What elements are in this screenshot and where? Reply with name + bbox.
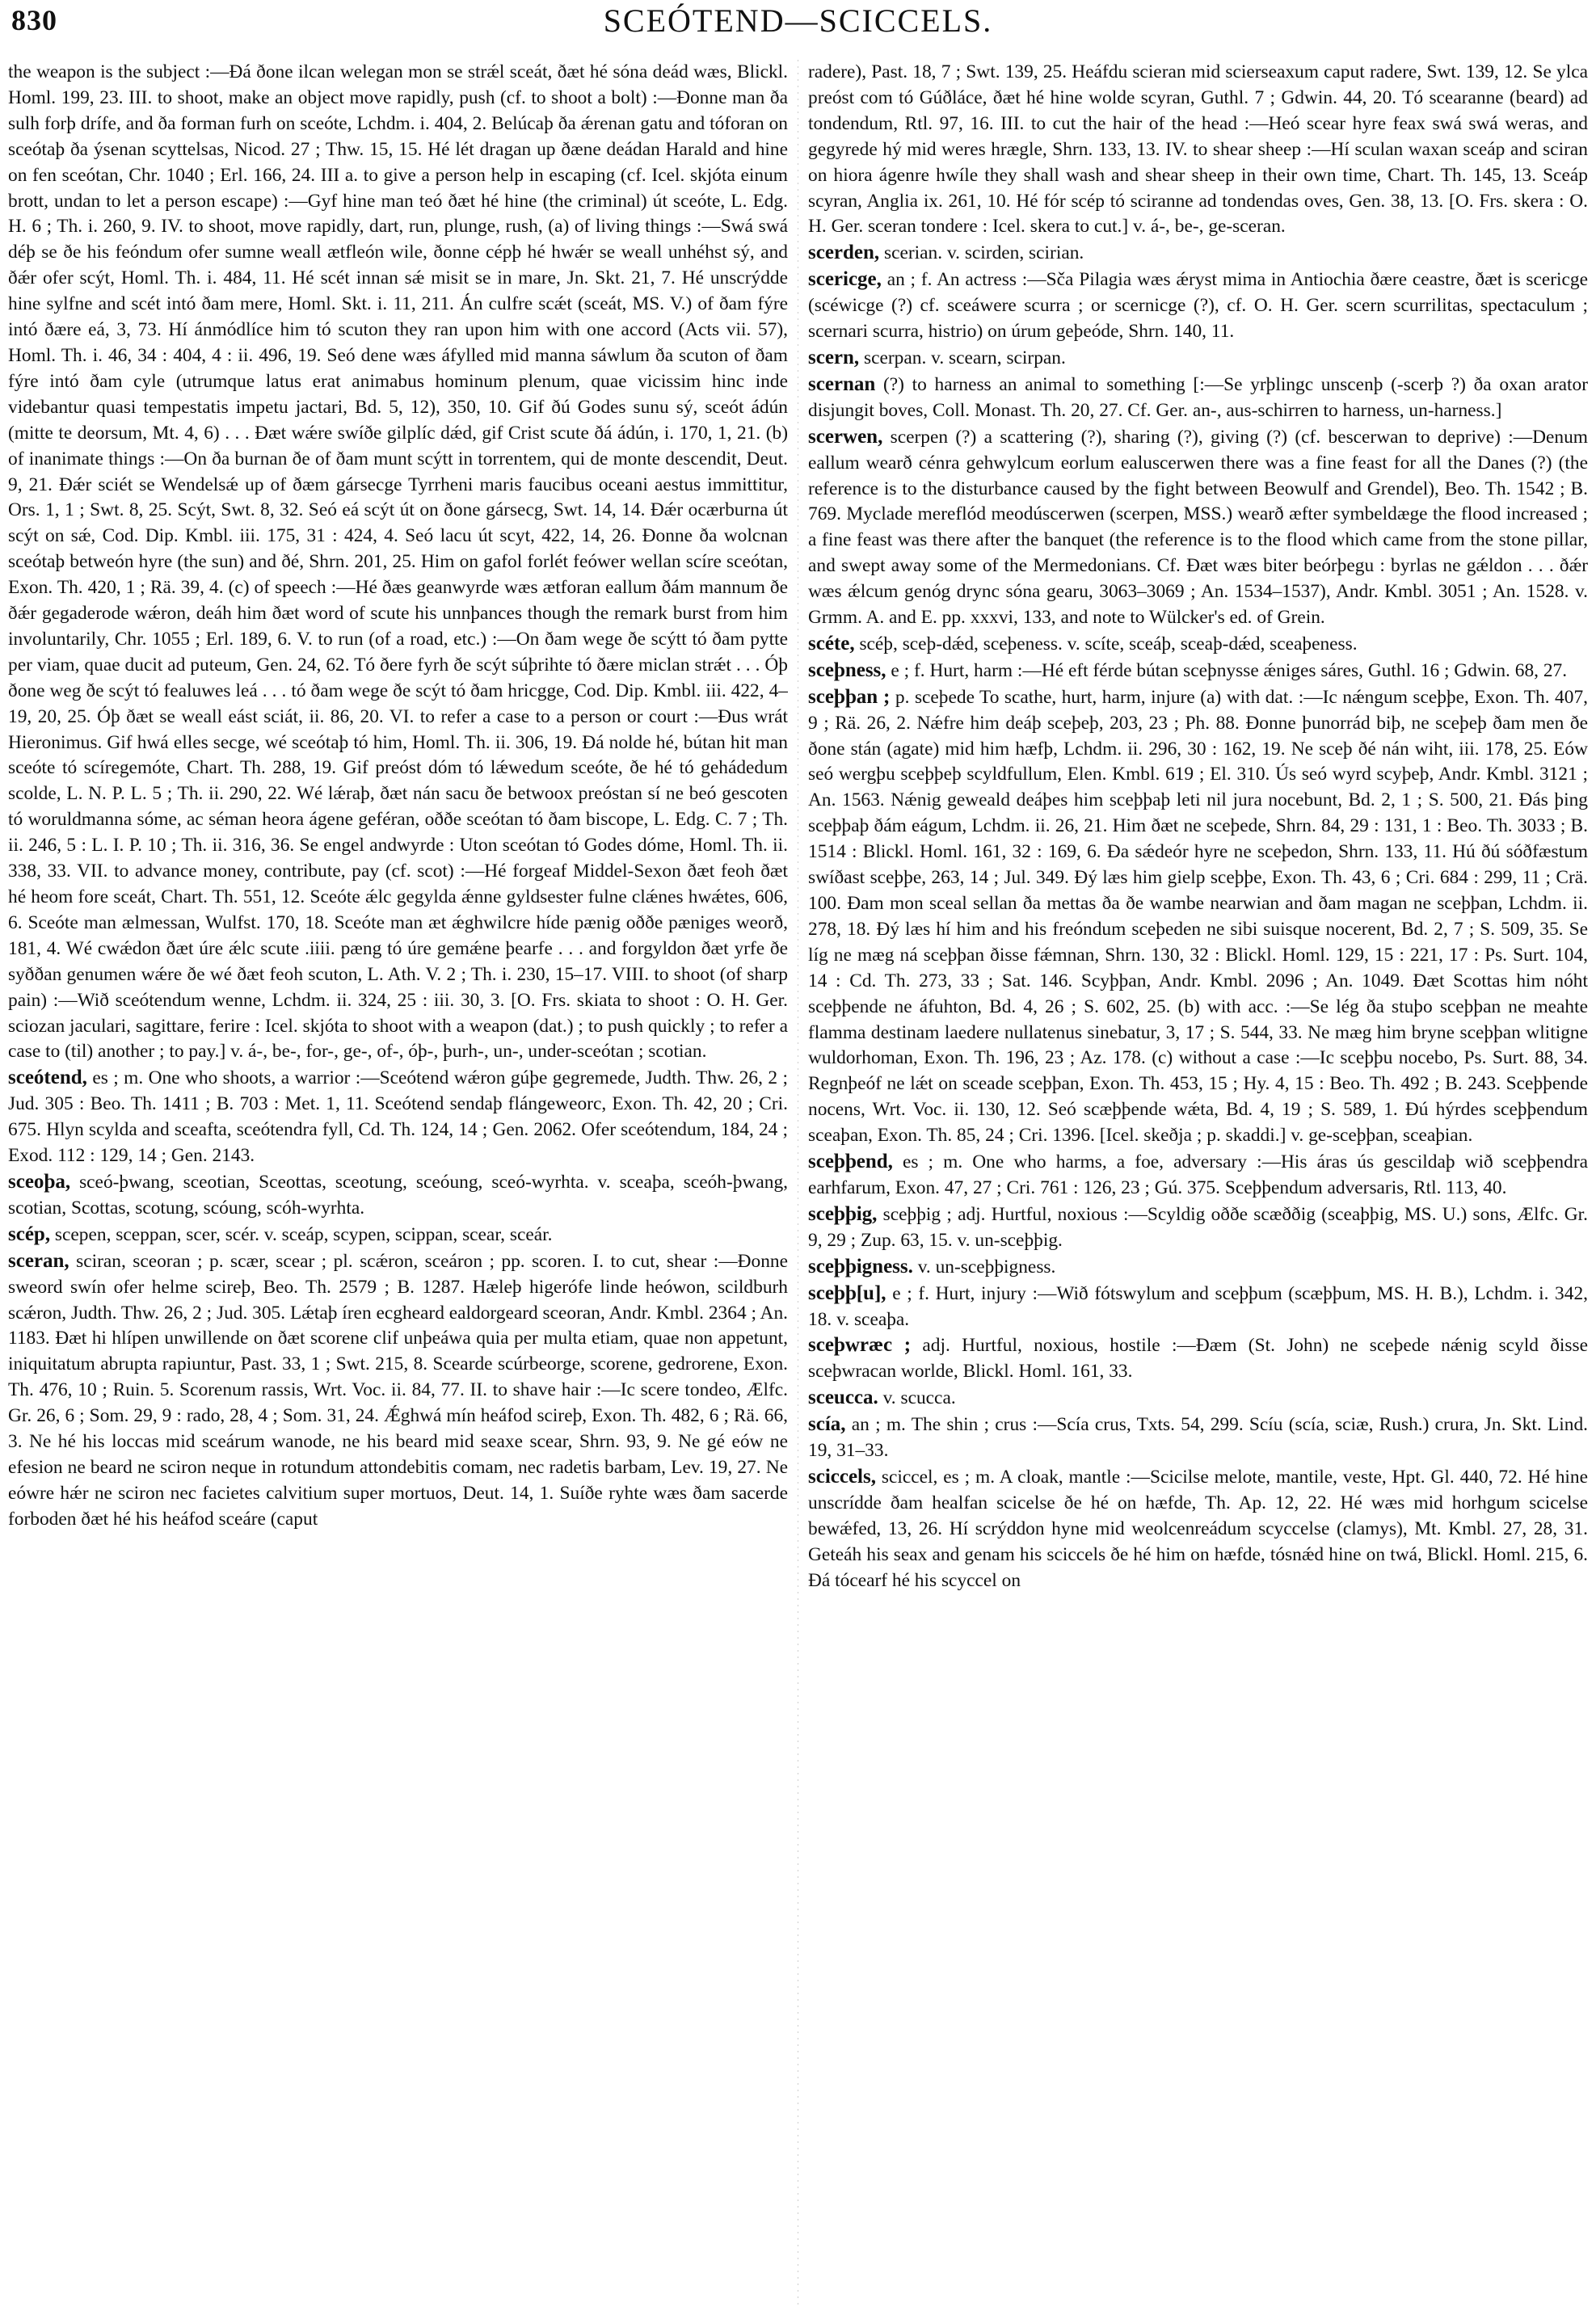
dictionary-entry [808,1149,1588,1202]
entry-text: scerian. v. scirden, scirian. [879,242,1084,264]
entry-text: scéþ, sceþ-dǽd, sceþeness. v. scíte, sceáþ, sceaþ-dǽd, sceaþeness. [854,633,1358,655]
entry-text: sceó-þwang, sceotian, Sceottas, sceotung, sceóung, sceó-wyrhta. v. sceaþa, sceóh-þwang, scotian, Scottas, scotung, scóung, scóh-wyrhta. [8,1171,788,1219]
entry-headword: sceþwræc ; [808,1334,912,1357]
entry-headword: scernan [808,373,876,395]
entry-headword: sceoþa, [8,1170,71,1193]
entry-headword: sceþþigness. [808,1255,913,1278]
entry-text: radere), Past. 18, 7 ; Swt. 139, 25. Heáfdu scieran mid scierseaxum caput radere, Swt. 139, 12. Se ylca preóst com tó Gúðláce, ðæt hé hine wolde scyran, Guthl. 7 ; Gdwin. 44, 20. Tó scearanne (beard) ad tondendum, Rtl. 97, 16. III. to cut the hair of the head :—Heó scear hyre feax swá swá weras, and gegyrede hý mid weres hrægle, Shrn. 133, 13. IV. to shear sheep :—Hí sculan waxan sceáp and sciran on hiora ágenre hwíle they shall wash and shear sheep in their own time, Chart. Th. 145, 13. Sceáp scyran, Anglia ix. 261, 10. Hé fór scép tó sciranne ad tondendas oves, Gen. 38, 13. [O. Frs. skera : O. H. Ger. sceran tondere : Icel. skera to cut.] v. á-, be-, ge-sceran. [808,61,1588,238]
entry-headword: sceþþan ; [808,685,891,708]
entry-headword: scéte, [808,632,855,655]
entry-headword: sceucca. [808,1387,878,1409]
entry-headword: scía, [808,1413,846,1436]
entry-text: scepen, sceppan, scer, scér. v. sceáp, scypen, scippan, scear, sceár. [50,1223,553,1245]
entry-text: p. scеþede To scathe, hurt, harm, injure (a) with dat. :—Ic nǽngum sceþþe, Exon. Th. 407, 9 ; Rä. 26, 2. Nǽfre him deáþ sceþeþ, 203, 23 ; Ph. 88. Ðonne þunorrád biþ, ne sceþeþ ðam men ðe ðone stán (agate) mid him hæfþ, Lchdm. ii. 296, 30 : 162, 19. Ne sceþ ðé nán wiht, iii. 178, 25. Eów seó wergþu sceþþeþ scyldfullum, Elen. Kmbl. 619 ; El. 310. Ús seó wyrd scyþeþ, Andr. Kmbl. 3121 ; An. 1563. Nǽnig geweald deáþes him sceþþaþ leti nil jura nocebunt, Bd. 2, 1 ; S. 500, 21. Ðás þing sceþþaþ ðám eágum, Lchdm. ii. 26, 21. Him ðæt ne scеþede, Shrn. 84, 29 : 131, 1 : Beo. Th. 3033 ; B. 1514 : Blickl. Homl. 161, 32 : 169, 6. Ða sǽdeór hyre ne sceþedon, Shrn. 133, 11. Hú ðú sóðfæstum swíðast sceþþe, 263, 14 ; Jul. 349. Ðý læs him gielp sceþþe, Exon. Th. 43, 6 ; Cri. 684 : 299, 11 ; Crä. 100. Ðam mon sceal sellan ða mettas ða ðe wambe nearwian and ðam magan ne sceþþan, Lchdm. ii. 278, 18. Ðý læs hí him and his freóndum sceþeden ne sibi suisque nocerent, Bd. 2, 7 ; S. 509, 35. Se líg ne mæg ná sceþþan ðisse fǽmnan, Shrn. 130, 32 : Blickl. Homl. 129, 15 : 221, 17 : Ps. Surt. 104, 14 : Cd. Th. 273, 33 ; Sat. 146. Scyþþan, Andr. Kmbl. 2096 ; An. 1049. Ðæt Scottas him nóht sceþþende ne áfuhton, Bd. 4, 26 ; S. 602, 25. (b) with acc. :—Se lég ða stuþo sceþþan ne meahte flamma destinam laedere nullatenus sinebatur, 3, 17 ; S. 544, 33. Ne mæg him bryne sceþþan wlitigne wuldorhoman, Exon. Th. 196, 23 ; Az. 178. (c) without a case :—Ic sceþþu nocebo, Ps. Surt. 88, 34. Regnþeóf ne lǽt on sceade sceþþan, Exon. Th. 453, 15 ; Hy. 4, 15 : Beo. Th. 492 ; B. 243. Sceþþende nocens, Wrt. Voc. ii. 130, 12. Seó scæþþende wǽta, Bd. 4, 19 ; S. 589, 1. Ðú hýrdes sceþþendum sceaþan, Exon. Th. 85, 24 ; Cri. 1396. [Icel. skeðja ; p. skaddi.] v. ge-sceþþan, sceaþian. [808,686,1588,1147]
dictionary-entry [808,240,1588,267]
entry-headword: scerwen, [808,425,883,448]
entry-text: (?) to harness an animal to something [:—Se yrþlingc unscenþ (-scerþ ?) ða oxan arator disjungit boves, Coll. Monast. Th. 20, 27. Cf. Ger. an-, aus-schirren to harness, un-harness.] [808,373,1588,421]
entry-text: adj. Hurtful, noxious, hostile :—Ðæm (St. John) ne sceþede nǽnig scyld ðisse sceþwracan worlde, Blickl. Homl. 161, 33. [808,1335,1588,1383]
dictionary-entry [808,1202,1588,1254]
dictionary-entry [808,267,1588,345]
dictionary-entry [808,631,1588,658]
entry-text: scerpan. v. scearn, scirpan. [859,347,1066,368]
dictionary-entry [808,1254,1588,1281]
dictionary-entry [8,1248,788,1533]
right-column [808,60,1588,2303]
dictionary-entry [808,1412,1588,1464]
entry-text: e ; f. Hurt, injury :—Wið fótswylum and sceþþum (scæþþum, MS. H. B.), Lchdm. i. 342, 18. v. sceaþa. [808,1282,1588,1330]
page-number: 830 [11,4,57,36]
entry-headword: sceran, [8,1249,69,1272]
left-column [8,60,788,2303]
entry-text: v. scucca. [878,1387,956,1409]
dictionary-entry [8,1222,788,1248]
entry-text: sciran, sceoran ; p. scær, scear ; pl. scǽron, sceáron ; pp. scoren. I. to cut, shear :—Ðonne sweord swín ofer helme scireþ, Beo. Th. 2579 ; B. 1287. Hæleþ higerófe linde heówon, scildburh scǽron, Judth. Thw. 26, 2 ; Jud. 305. Lǽtaþ íren ecgheard ealdorgeard sceoran, Andr. Kmbl. 2364 ; An. 1183. Ðæt hi hlípen unwillende on ðæt scorene clif unþeáwa quia per multa etiam, quae non appetunt, iniquitatum abrupta rapiuntur, Past. 33, 1 ; Swt. 215, 8. Scearde scúrbeorge, scorene, gedrorene, Exon. Th. 476, 10 ; Ruin. 5. Scorenum rassis, Wrt. Voc. ii. 84, 77. II. to shave hair :—Ic scere tondeo, Ælfc. Gr. 26, 6 ; Som. 29, 9 : rado, 28, 4 ; Som. 31, 24. Ǽghwá mín heáfod scireþ, Exon. Th. 482, 6 ; Rä. 66, 3. Ne hé his loccas mid sceárum wanode, ne his beard mid seaxe scear, Shrn. 93, 9. Ne gé eów ne efesion ne beard ne sciron neque in rotundum attondebitis comam, nec radetis barbam, Lev. 19, 27. Ne eówre hǽr ne sciron nec facietes calvitium super mortuos, Deut. 14, 1. Suíðe ryhte wæs ðam sacerde forboden ðæt hé his heáfod sceáre (caput [8,1250,788,1530]
entry-headword: sceótend, [8,1067,87,1089]
dictionary-entry [808,345,1588,372]
entry-headword: sceþþend, [808,1151,893,1173]
entry-headword: sceþþ[u], [808,1282,886,1304]
entry-headword: scép, [8,1223,51,1245]
dictionary-entry [8,1065,788,1169]
dictionary-entry [808,1385,1588,1412]
dictionary-columns [8,60,1588,2303]
entry-text: es ; m. One who shoots, a warrior :—Sceótend wǽron gúþe gegremede, Judth. Thw. 26, 2 ; Jud. 305 : Beo. Th. 1411 ; B. 703 : Met. 1, 11. Sceótend sendaþ flángeweorc, Exon. Th. 42, 20 ; Cri. 675. Hlyn scylda and sceafta, sceótendra fyll, Cd. Th. 124, 14 ; Gen. 2062. Ofer sceótendum, 184, 24 ; Exod. 112 : 129, 14 ; Gen. 2143. [8,1067,788,1167]
entry-text: an ; f. An actress :—Sča Pilagia wæs ǽryst mima in Antiochia ðære ceastre, ðæt is scericge (scéwicge (?) cf. sceáwere scurra ; or scernicge (?), cf. O. H. Ger. scern scurrilitas, spectaculum ; scernari scurra, histrio) on úrum geþeóde, Shrn. 140, 11. [808,269,1588,343]
entry-text: v. un-sceþþigness. [912,1256,1056,1278]
dictionary-entry [8,1169,788,1222]
entry-headword: sceþþig, [808,1202,878,1225]
entry-text: sciccel, es ; m. A cloak, mantle :—Scicilse melote, mantile, veste, Hpt. Gl. 440, 72. Hé hine unscrídde ðam healfan scicelse ðe hé on hæfde, Th. Ap. 12, 22. Hé wæs mid horhgum scicelse bewǽfed, 13, 26. Hí scrýddon hyne mid weolcenreádum scyccelse (clamys), Mt. Kmbl. 27, 28, 31. Geteáh his seax and genam his sciccels ðe hé him on hæfde, tósnǽd hine on twá, Blickl. Homl. 215, 6. Ðá tócearf hé his scyccel on [808,1466,1588,1591]
dictionary-entry [808,1464,1588,1594]
entry-text: an ; m. The shin ; crus :—Scía crus, Txts. 54, 299. Scíu (scía, sciæ, Rush.) crura, Jn. Skt. Lind. 19, 31–33. [808,1414,1588,1462]
entry-headword: scerden, [808,242,880,264]
dictionary-entry [808,658,1588,684]
entry-text: e ; f. Hurt, harm :—Hé eft férde bútan sceþnysse ǽniges sáres, Guthl. 16 ; Gdwin. 68, 27. [886,659,1568,681]
entry-text: scerpen (?) a scattering (?), sharing (?), giving (?) (cf. bescerwan to deprive) :—Denum eallum wearð cénra gehwylcum eorlum ealuscerwen there was a fine feast for all the Danes (?) (the reference is to the disturbance caused by the fight between Beowulf and Grendel), Beo. Th. 1542 ; B. 769. Myclade mereflód meodúscerwen (scerpen, MSS.) wearð æfter symbeldæge the flood increased ; a fine feast was there after the banquet (the reference is to the flood which came from the stone pillar, and swept away some of the Mermedonians. Cf. Ðæt wæs biter beórþegu : byrlas ne gǽldon . . . ðǽr wæs ǽlcum genóg drync sóna gearu, 3063–3069 ; An. 1534–1537), Andr. Kmbl. 3051 ; An. 1528. v. Grmm. A. and E. pp. xxxvi, 133, and note to Wülcker's ed. of Grein. [808,426,1588,629]
entry-headword: sciccels, [808,1465,876,1488]
dictionary-entry [8,60,788,1065]
entry-headword: scern, [808,346,860,368]
dictionary-entry [808,424,1588,631]
running-head: SCEÓTEND—SCICCELS. [603,2,993,39]
entry-text: sceþþig ; adj. Hurtful, noxious :—Scyldig oððe scæððig (sceaþþig, MS. U.) sons, Ælfc. Gr. 9, 29 ; Zup. 63, 15. v. un-sceþþig. [808,1203,1588,1251]
entry-headword: sceþness, [808,659,886,681]
dictionary-entry [808,1332,1588,1385]
dictionary-entry [808,60,1588,240]
dictionary-entry [808,372,1588,424]
entry-headword: scericge, [808,268,882,291]
entry-text: the weapon is the subject :—Ðá ðone ilcan welegan mon se strǽl sceát, ðæt hé sóna deád wæs, Blickl. Homl. 199, 23. III. to shoot, make an object move rapidly, push (cf. to shoot a bolt) :—Ðonne man ða sulh forþ drífe, and ða forman furh on sceóte, Lchdm. i. 404, 2. Belúcaþ ða ǽrenan gatu and tóforan on sceótaþ ða ýsenan scyttelsas, Nicod. 27 ; Thw. 15, 15. Hé lét dragan up ðæne deádan Harald and hine on fen sceótan, Chr. 1040 ; Erl. 166, 24. III a. to give a person help in escaping (cf. Icel. skjóta einum brott, undan to let a person escape) :—Gyf hine man teó ðæt hé hine (the criminal) út sceóte, L. Edg. H. 6 ; Th. i. 260, 9. IV. to shoot, move rapidly, dart, run, plunge, rush, (a) of living things :—Swá swá déþ se ðe his feóndum ofer sumne weall ætfleón wile, ðonne cépþ hé hwǽr se weall unhéhst sý, and ðǽr ofer scýt, Homl. Th. i. 484, 11. Hé scét innan sǽ misit se in mare, Jn. Skt. 21, 7. Hé unscrýdde hine sylfne and scét intó ðam mere, Homl. Skt. i. 11, 211. Án culfre scǽt (sceát, MS. V.) of ðam fýre intó ðære eá, 3, 73. Hí ánmódlíce him tó scuton they ran upon him with one accord (Acts vii. 57), Homl. Th. i. 46, 34 : 404, 4 : ii. 496, 19. Seó dene wæs áfylled mid manna sáwlum ða scuton of ðam fýre intó ðam cyle (utrumque latus erat animabus hominum plenum, quae vicissim hinc inde videbantur quasi tempestatis impetu jactari, Bd. 5, 12), 350, 10. Gif ðú Godes sunu sý, sceót ádún (mitte te deorsum, Mt. 4, 6) . . . Ðæt wǽre swíðe gilplíc dǽd, gif Crist scute ðá ádún, i. 170, 1, 21. (b) of inanimate things :—On ða burnan ðe of ðam munt scýtt in torrentem, qui de monte descendit, Deut. 9, 21. Ðǽr sciét se Wendelsǽ up of ðæm gársecge Tyrrheni maris faucibus oceani aestus immittitur, Ors. 1, 1 ; Swt. 8, 25. Scýt, Swt. 8, 32. Seó eá scýt út on ðone gársecg, Swt. 14, 14. Ðǽr ocærburna út scýt on sǽ, Cod. Dip. Kmbl. iii. 175, 31 : 424, 4. Seó lacu út scyt, 422, 14, 26. Ðonne ða wolcnan sceótaþ betweón hyre (the sun) and ðé, Shrn. 201, 25. Him on gafol forlét feówer wellan scíre sceótan, Exon. Th. 420, 1 ; Rä. 39, 4. (c) of speech :—Hé ðæs geanwyrde wæs ætforan eallum ðám mannum ðe ðǽr gegaderode wǽron, deáh him ðæt word of scute his unnþances though the remark burst from him involuntarily, Chr. 1055 ; Erl. 189, 6. V. to run (of a road, etc.) :—On ðam wege ðe scýtt tó ðam pytte per viam, quae ducit ad puteum, Gen. 24, 62. Tó ðere fyrh ðe scýt súþrihte tó ðære miclan strǽt . . . Óþ ðone weg ðe scýt tó fealuwes leá . . . tó ðam wege ðe scýt tó ðam hricgge, Cod. Dip. Kmbl. iii. 422, 4–19, 20, 25. Óþ ðæt se weall eást sciát, ii. 86, 20. VI. to refer a case to a person or court :—Ðus wrát Hieronimus. Gif hwá elles secge, wé sceótaþ tó him, Homl. Th. ii. 306, 19. Ðá nolde hé, bútan hit man sceóte tó scíregemóte, Chart. Th. 288, 19. Gif preóst dóm tó lǽwedum sceóte, ðe hé tó gehádedum scolde, L. N. P. L. 5 ; Th. ii. 290, 22. Wé lǽraþ, ðæt nán sacu ðe betwoox preóstan sí ne beó gescoten tó woruldmanna sóme, ac séman heora ágene geféran, oððe sceótan tó ðam biscope, L. Edg. C. 7 ; Th. ii. 246, 5 : L. I. P. 10 ; Th. ii. 316, 36. Se engel andwyrde : Uton sceótan tó Godes dóme, Homl. Th. ii. 338, 33. VII. to advance money, contribute, pay (cf. scot) :—Hé forgeaf Middel-Sexon ðæt feoh ðæt hé heom fore sceát, Chart. Th. 551, 12. Sceóte ǽlc gegylda ǽnne gyldsester fulne clǽnes hwǽtes, 606, 6. Sceóte man ælmessan, Wulfst. 170, 18. Sceóte man æt ǽghwilcre híde pænig oððe pæniges weorð, 181, 4. Wé cwǽdon ðæt úre ǽlc scute .iiii. pæng tó úre gemǽne þearfe . . . and forgyldon ðæt yrfe ðe syððan genumen wǽre ðe wé ðæt feoh scuton, L. Ath. V. 2 ; Th. i. 230, 15–17. VIII. to shoot (of sharp pain) :—Wið sceótendum wenne, Lchdm. ii. 324, 25 : iii. 30, 3. [O. Frs. skiata to shoot : O. H. Ger. sciozan jaculari, sagittare, ferire : Icel. skjóta to shoot with a weapon (dat.) ; to push quickly ; to refer a case to (til) another ; to pay.] v. á-, be-, for-, ge-, of-, óþ-, þurh-, un-, under-sceótan ; scotian. [8,61,788,1063]
dictionary-entry [808,684,1588,1149]
page-header [0,0,1596,57]
entry-text: es ; m. One who harms, a foe, adversary :—His áras ús gescildaþ wið sceþþendra earhfarum, Exon. 47, 27 ; Cri. 761 : 126, 23 ; Gú. 375. Sceþþendum adversaris, Rtl. 113, 40. [808,1151,1588,1198]
dictionary-entry [808,1281,1588,1333]
